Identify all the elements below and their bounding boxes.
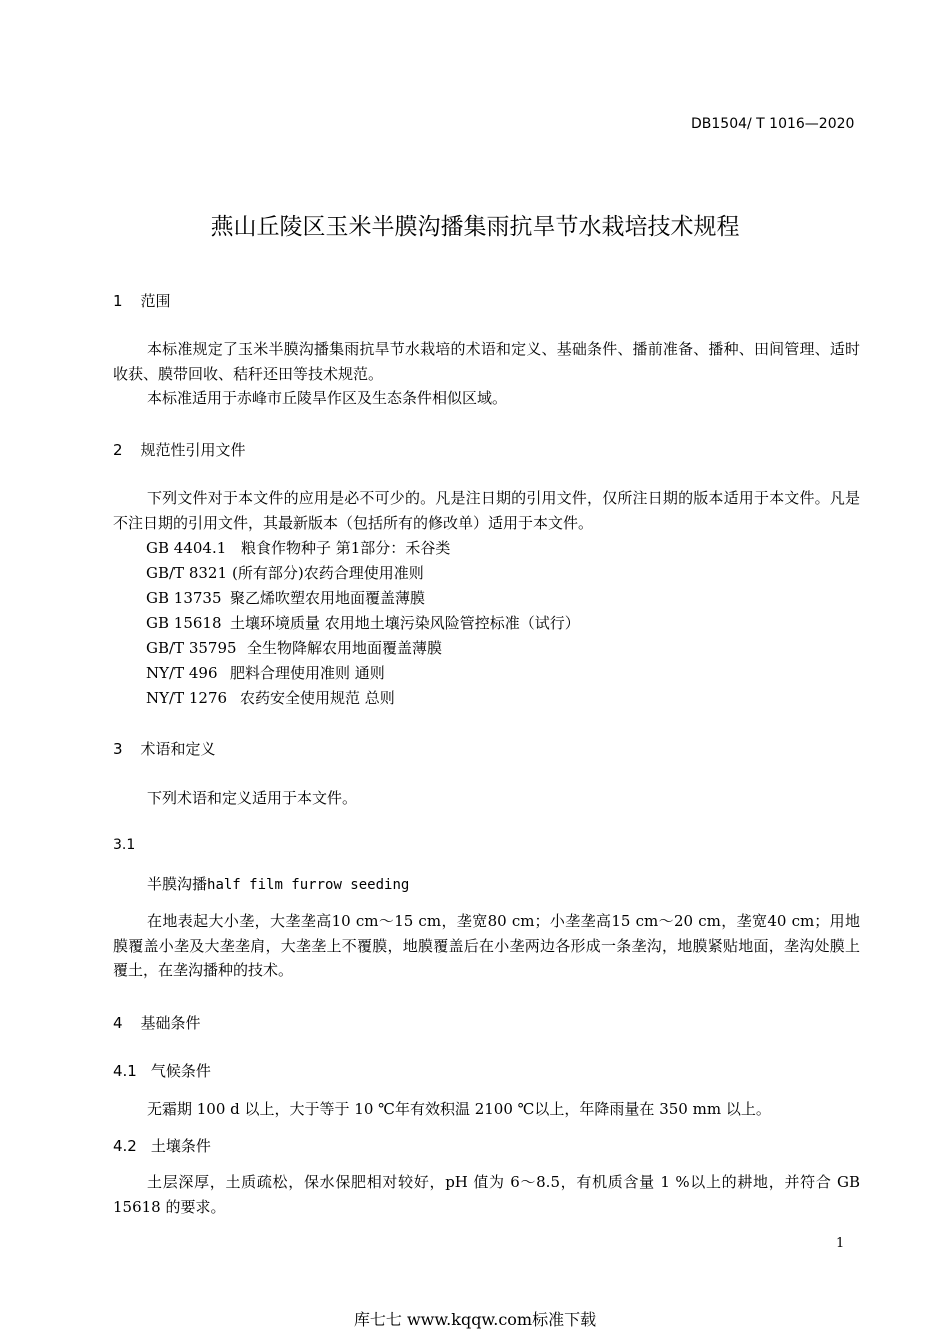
section-number: 2 xyxy=(113,441,123,459)
reference-item xyxy=(146,587,425,608)
term-definition: 在地表起大小垄，大垄垄高10 cm～15 cm，垄宽80 cm；小垄垄高15 cm～20 cm，垄宽40 cm；用地膜覆盖小垄及大垄垄肩，大垄垄上不覆膜，地膜覆盖后在小垄两边各形成一条垄沟，地膜紧贴地面，垄沟处膜上覆土，在垄沟播种的技术。 xyxy=(113,912,860,979)
document-title: 燕山丘陵区玉米半膜沟播集雨抗旱节水栽培技术规程 xyxy=(210,214,740,240)
subsection-4-1-text: 无霜期 100 d 以上，大于等于 10 ℃年有效积温 2100 ℃以上，年降雨量在 350 mm 以上。 xyxy=(147,1100,771,1118)
section-number: 4 xyxy=(113,1014,123,1032)
term-chinese: 半膜沟播 xyxy=(147,875,208,893)
subsection-4-2-heading xyxy=(113,1135,211,1156)
reference-code: GB/T 35795 xyxy=(146,639,237,657)
reference-code: NY/T 496 xyxy=(146,664,218,682)
subsection-3-1-number: 3.1 xyxy=(113,837,136,853)
section-1-heading xyxy=(113,290,171,311)
term-entry xyxy=(147,873,409,894)
document-number: DB1504/ T 1016—2020 xyxy=(691,116,855,132)
reference-title: 粮食作物种子 第1部分：禾谷类 xyxy=(241,539,451,557)
reference-title: 农药安全使用规范 总则 xyxy=(240,689,395,707)
reference-item xyxy=(146,537,450,558)
reference-code: GB 4404.1 xyxy=(146,539,227,557)
reference-title: (所有部分)农药合理使用准则 xyxy=(232,564,424,582)
reference-item xyxy=(146,662,385,683)
page-number: 1 xyxy=(836,1236,845,1251)
reference-item xyxy=(146,687,395,708)
reference-code: GB 15618 xyxy=(146,614,222,632)
section-3-intro: 下列术语和定义适用于本文件。 xyxy=(147,789,358,807)
reference-item xyxy=(146,562,424,583)
section-number: 1 xyxy=(113,292,123,310)
section-1-paragraph-1: 本标准规定了玉米半膜沟播集雨抗旱节水栽培的术语和定义、基础条件、播前准备、播种、田间管理、适时收获、膜带回收、秸秆还田等技术规范。 xyxy=(113,340,860,383)
reference-item xyxy=(146,637,442,658)
reference-code: GB/T 8321 xyxy=(146,564,228,582)
reference-code: GB 13735 xyxy=(146,589,222,607)
subsection-4-1-heading xyxy=(113,1060,211,1081)
reference-title: 土壤环境质量 农用地土壤污染风险管控标准（试行） xyxy=(230,614,580,632)
section-1-paragraph-2: 本标准适用于赤峰市丘陵旱作区及生态条件相似区域。 xyxy=(147,389,508,407)
section-title: 术语和定义 xyxy=(140,740,216,758)
reference-title: 全生物降解农用地面覆盖薄膜 xyxy=(247,639,443,657)
section-2-intro: 下列文件对于本文件的应用是必不可少的。凡是注日期的引用文件，仅所注日期的版本适用于本文件。凡是不注日期的引用文件，其最新版本（包括所有的修改单）适用于本文件。 xyxy=(113,489,860,532)
reference-item xyxy=(146,612,580,633)
footer-watermark: 库七七 www.kqqw.com标准下载 xyxy=(353,1310,597,1329)
subsection-number: 4.1 xyxy=(113,1062,137,1080)
section-title: 范围 xyxy=(140,292,171,310)
section-title: 基础条件 xyxy=(140,1014,201,1032)
reference-code: NY/T 1276 xyxy=(146,689,228,707)
section-2-heading xyxy=(113,439,246,460)
term-english: half film furrow seeding xyxy=(207,877,410,893)
section-4-heading xyxy=(113,1012,201,1033)
section-3-heading xyxy=(113,738,216,759)
reference-title: 聚乙烯吹塑农用地面覆盖薄膜 xyxy=(230,589,426,607)
reference-title: 肥料合理使用准则 通则 xyxy=(230,664,385,682)
subsection-4-2-text: 土层深厚，土质疏松，保水保肥相对较好，pH 值为 6～8.5，有机质含量 1 %以上的耕地，并符合 GB 15618 的要求。 xyxy=(113,1173,860,1216)
section-title: 规范性引用文件 xyxy=(140,441,246,459)
subsection-title: 气候条件 xyxy=(150,1062,211,1080)
subsection-title: 土壤条件 xyxy=(150,1137,211,1155)
subsection-number: 4.2 xyxy=(113,1137,137,1155)
section-number: 3 xyxy=(113,740,123,758)
